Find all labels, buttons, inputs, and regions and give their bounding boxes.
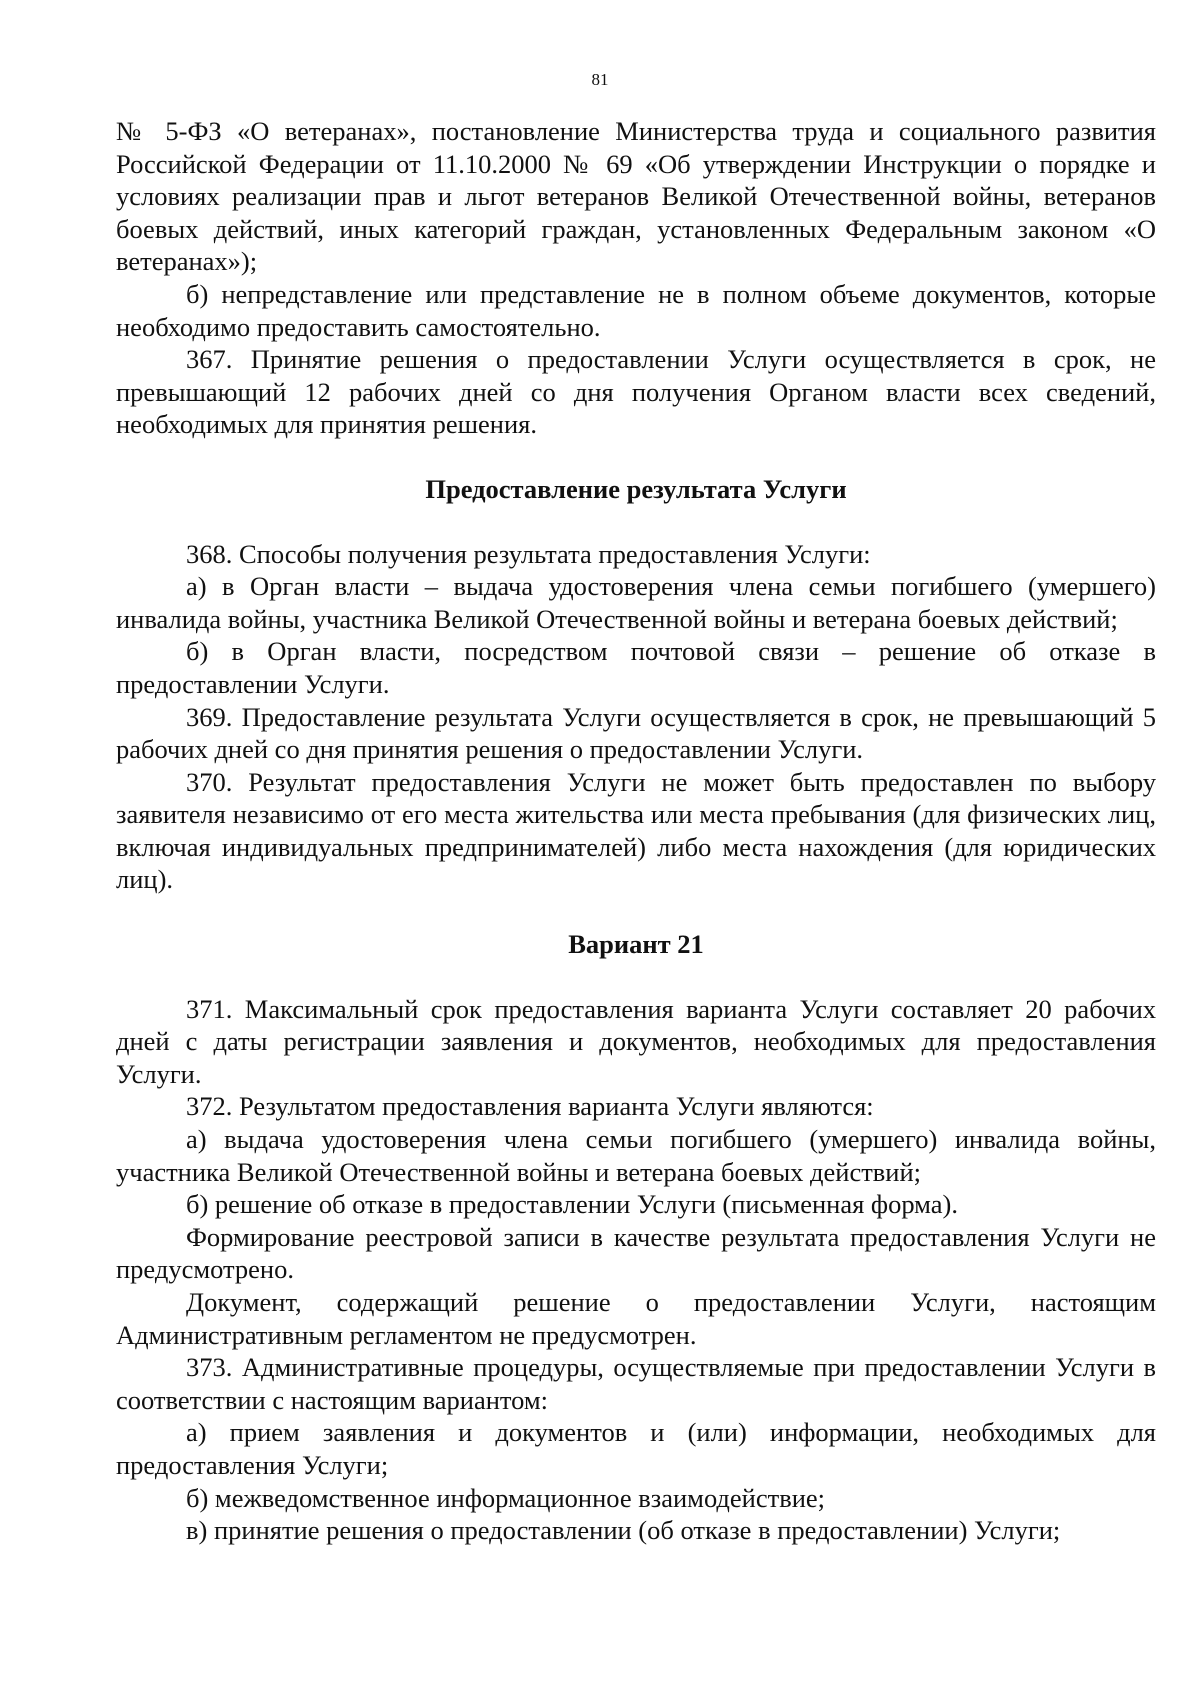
paragraph-registry-note: Формирование реестровой записи в качестве результата предоставления Услуги не предусмотрено. xyxy=(116,1221,1156,1285)
paragraph-368b: б) в Орган власти, посредством почтовой связи – решение об отказе в предоставлении Услуги. xyxy=(116,636,1156,699)
paragraph-372: 372. Результатом предоставления варианта Услуги являются: xyxy=(186,1091,874,1122)
paragraph-368: 368. Способы получения результата предоставления Услуги: xyxy=(186,538,871,569)
paragraph-371: 371. Максимальный срок предоставления варианта Услуги составляет 20 рабочих дней с даты регистрации заявления и документов, необходимых для предоставления Услуги. xyxy=(116,993,1156,1089)
document-body xyxy=(116,115,1156,1547)
paragraph-373: 373. Административные процедуры, осуществляемые при предоставлении Услуги в соответствии с настоящим вариантом: xyxy=(116,1352,1156,1415)
paragraph-370: 370. Результат предоставления Услуги не может быть предоставлен по выбору заявителя независимо от его места жительства или места пребывания (для физических лиц, включая индивидуальных предпринимателей) либо места нахождения (для юридических лиц). xyxy=(116,766,1156,895)
paragraph-373a: а) прием заявления и документов и (или) информации, необходимых для предоставления Услуги; xyxy=(116,1417,1156,1480)
paragraph-369: 369. Предоставление результата Услуги осуществляется в срок, не превышающий 5 рабочих дней со дня принятия решения о предоставлении Услуги. xyxy=(116,701,1156,765)
paragraph-372b: б) решение об отказе в предоставлении Услуги (письменная форма). xyxy=(186,1189,958,1220)
page-number: 81 xyxy=(591,70,609,89)
section-heading-result: Предоставление результата Услуги xyxy=(425,473,847,504)
paragraph-366b: б) непредставление или представление не в полном объеме документов, которые необходимо предоставить самостоятельно. xyxy=(116,278,1156,342)
paragraph-document-note: Документ, содержащий решение о предоставлении Услуги, настоящим Административным регламентом не предусмотрен. xyxy=(116,1287,1156,1350)
paragraph-continuation: № 5-ФЗ «О ветеранах», постановление Министерства труда и социального развития Российской Федерации от 11.10.2000 № 69 «Об утверждении Инструкции о порядке и условиях реализации прав и льгот ветеранов Великой Отечественной войны, ветеранов боевых действий, иных категорий граждан, установленных Федеральным законом «О ветеранах»); xyxy=(116,116,1156,277)
paragraph-373c: в) принятие решения о предоставлении (об отказе в предоставлении) Услуги; xyxy=(186,1515,1061,1546)
paragraph-373b: б) межведомственное информационное взаимодействие; xyxy=(186,1482,826,1513)
paragraph-367: 367. Принятие решения о предоставлении Услуги осуществляется в срок, не превышающий 12 рабочих дней со дня получения Органом власти всех сведений, необходимых для принятия решения. xyxy=(116,344,1156,440)
paragraph-368a: а) в Орган власти – выдача удостоверения члена семьи погибшего (умершего) инвалида войны, участника Великой Отечественной войны и ветерана боевых действий; xyxy=(116,571,1156,634)
paragraph-372a: а) выдача удостоверения члена семьи погибшего (умершего) инвалида войны, участника Великой Отечественной войны и ветерана боевых действий; xyxy=(116,1124,1156,1187)
section-heading-variant: Вариант 21 xyxy=(568,929,704,960)
